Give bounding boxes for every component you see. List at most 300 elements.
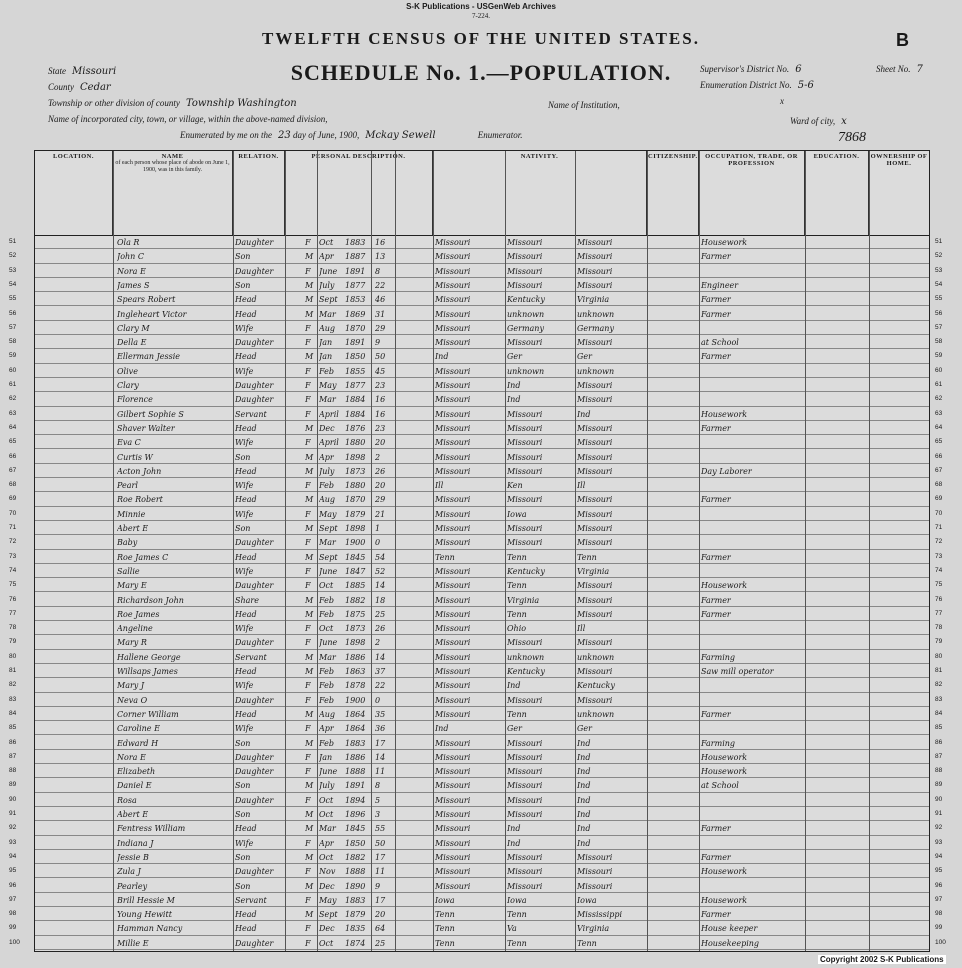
cell-rel: Son bbox=[235, 452, 251, 462]
line-number-right: 71 bbox=[935, 524, 943, 531]
table-row bbox=[9, 764, 943, 778]
table-row bbox=[9, 621, 943, 635]
cell-occ: Farmer bbox=[701, 252, 731, 262]
cell-age: 50 bbox=[375, 352, 386, 362]
cell-name: Nora E bbox=[117, 266, 146, 276]
cell-rel: Head bbox=[235, 709, 257, 719]
cell-age: 2 bbox=[375, 638, 381, 648]
cell-rel: Head bbox=[235, 667, 257, 676]
cell-occ: Day Laborer bbox=[701, 466, 752, 476]
cell-name: Angeline bbox=[117, 624, 153, 634]
cell-father: Tenn bbox=[507, 910, 527, 920]
cell-occ: Housework bbox=[701, 867, 748, 877]
cell-age: 17 bbox=[375, 895, 386, 905]
cell-age: 55 bbox=[375, 824, 386, 834]
cell-mo: Dec bbox=[319, 924, 335, 934]
cell-name: Abert E bbox=[117, 524, 149, 533]
line-number: 53 bbox=[9, 266, 17, 274]
line-number: 54 bbox=[9, 280, 17, 288]
table-row bbox=[9, 550, 943, 564]
cell-name: Rosa bbox=[117, 795, 137, 805]
cell-rel: Son bbox=[235, 781, 251, 791]
cell-yr: 1874 bbox=[345, 938, 366, 948]
cell-yr: 1845 bbox=[345, 552, 366, 562]
table-row bbox=[9, 821, 943, 835]
cell-birth: Missouri bbox=[435, 466, 471, 476]
cell-age: 37 bbox=[375, 667, 386, 676]
cell-mother: Ind bbox=[577, 781, 591, 791]
cell-age: 2 bbox=[375, 452, 381, 462]
cell-birth: Missouri bbox=[435, 266, 471, 276]
cell-mother: unknown bbox=[577, 366, 615, 376]
cell-yr: 1863 bbox=[345, 667, 366, 676]
cell-mo: Sept bbox=[319, 295, 338, 305]
cell-birth: Missouri bbox=[435, 581, 471, 591]
cell-mo: Sept bbox=[319, 524, 338, 533]
supervisor-field: Supervisor's District No. 6 bbox=[700, 64, 802, 75]
line-number: 58 bbox=[9, 338, 17, 346]
cell-father: Missouri bbox=[507, 466, 543, 476]
cell-birth: Missouri bbox=[435, 566, 471, 576]
line-number-right: 51 bbox=[935, 238, 943, 245]
cell-birth: Ind bbox=[435, 352, 449, 362]
cell-occ: Farming bbox=[701, 738, 736, 748]
cell-birth: Iowa bbox=[435, 895, 455, 905]
cell-yr: 1898 bbox=[345, 452, 366, 462]
line-number: 92 bbox=[9, 824, 17, 832]
line-number-right: 53 bbox=[935, 266, 943, 274]
cell-sex: M bbox=[305, 881, 314, 891]
cell-name: Jessie B bbox=[117, 852, 149, 862]
table-row bbox=[9, 235, 943, 249]
line-number: 64 bbox=[9, 423, 17, 431]
cell-mo: Aug bbox=[319, 495, 336, 505]
cell-yr: 1879 bbox=[345, 910, 366, 920]
cell-name: Florence bbox=[117, 395, 153, 405]
line-number: 60 bbox=[9, 366, 17, 374]
cell-yr: 1900 bbox=[345, 538, 366, 548]
line-number: 93 bbox=[9, 838, 17, 846]
institution-mark: x bbox=[780, 96, 784, 106]
cell-father: Missouri bbox=[507, 752, 543, 762]
cell-age: 29 bbox=[375, 495, 386, 505]
line-number: 66 bbox=[9, 452, 17, 460]
line-number-right: 93 bbox=[935, 838, 943, 846]
cell-father: Missouri bbox=[507, 881, 543, 891]
cell-yr: 1882 bbox=[345, 595, 366, 605]
cell-birth: Missouri bbox=[435, 824, 471, 834]
cell-mother: Missouri bbox=[577, 495, 613, 505]
cell-sex: F bbox=[305, 338, 311, 348]
cell-mother: Germany bbox=[577, 323, 614, 333]
cell-rel: Daughter bbox=[235, 938, 274, 948]
cell-rel: Daughter bbox=[235, 867, 274, 877]
cell-name: Acton John bbox=[117, 466, 162, 476]
table-row bbox=[9, 650, 943, 664]
cell-birth: Tenn bbox=[435, 910, 455, 920]
column-divider bbox=[433, 151, 434, 951]
line-number-right: 72 bbox=[935, 538, 943, 546]
cell-father: Missouri bbox=[507, 252, 543, 262]
cell-rel: Wife bbox=[235, 724, 254, 734]
cell-yr: 1878 bbox=[345, 681, 366, 691]
line-number: 96 bbox=[9, 881, 17, 889]
cell-age: 45 bbox=[375, 366, 386, 376]
cell-yr: 1891 bbox=[345, 266, 366, 276]
cell-father: Ind bbox=[507, 381, 521, 390]
line-number-right: 95 bbox=[935, 867, 943, 875]
line-number: 84 bbox=[9, 709, 17, 717]
table-row bbox=[9, 278, 943, 292]
cell-age: 26 bbox=[375, 624, 386, 634]
line-number: 74 bbox=[9, 566, 17, 574]
cell-mother: Ind bbox=[577, 810, 591, 819]
cell-birth: Missouri bbox=[435, 381, 471, 390]
table-row bbox=[9, 264, 943, 278]
cell-father: Missouri bbox=[507, 423, 543, 433]
cell-yr: 1884 bbox=[345, 395, 366, 405]
cell-rel: Head bbox=[235, 924, 257, 934]
column-divider bbox=[805, 151, 806, 951]
cell-age: 22 bbox=[375, 280, 386, 290]
institution-field: Name of Institution, bbox=[548, 100, 620, 110]
cell-occ: Farmer bbox=[701, 852, 731, 862]
cell-birth: Tenn bbox=[435, 552, 455, 562]
cell-age: 20 bbox=[375, 438, 386, 448]
township-field: Township or other division of county Township Washington bbox=[48, 98, 297, 109]
cell-mother: Ger bbox=[577, 352, 592, 362]
cell-mo: April bbox=[319, 409, 339, 419]
line-number-right: 56 bbox=[935, 309, 943, 317]
line-number-right: 96 bbox=[935, 881, 943, 889]
cell-father: Tenn bbox=[507, 552, 527, 562]
table-row bbox=[9, 321, 943, 335]
header-citizenship: CITIZENSHIP. bbox=[647, 151, 699, 235]
cell-father: Missouri bbox=[507, 266, 543, 276]
cell-sex: F bbox=[305, 238, 311, 247]
table-row bbox=[9, 736, 943, 750]
cell-father: Missouri bbox=[507, 781, 543, 791]
census-table bbox=[9, 150, 946, 952]
cell-mother: Tenn bbox=[577, 552, 597, 562]
cell-birth: Missouri bbox=[435, 709, 471, 719]
cell-age: 17 bbox=[375, 738, 386, 748]
cell-mo: Oct bbox=[319, 938, 334, 948]
cell-name: Sallie bbox=[117, 566, 140, 576]
cell-father: Ind bbox=[507, 395, 521, 405]
cell-father: Ind bbox=[507, 838, 521, 848]
line-number-right: 92 bbox=[935, 824, 943, 832]
cell-mother: Missouri bbox=[577, 538, 613, 548]
table-row bbox=[9, 635, 943, 649]
cell-occ: House keeper bbox=[701, 924, 758, 934]
cell-name: Millie E bbox=[117, 938, 149, 948]
form-number: 7-224. bbox=[471, 12, 491, 20]
cell-yr: 1873 bbox=[345, 624, 366, 634]
cell-mother: unknown bbox=[577, 309, 615, 319]
line-number: 70 bbox=[9, 509, 17, 517]
cell-birth: Missouri bbox=[435, 695, 471, 705]
line-number-right: 57 bbox=[935, 323, 943, 331]
line-number: 63 bbox=[9, 409, 17, 417]
table-row bbox=[9, 450, 943, 464]
cell-birth: Tenn bbox=[435, 924, 455, 934]
cell-mother: Kentucky bbox=[577, 681, 615, 691]
cell-father: Kentucky bbox=[507, 667, 545, 676]
cell-mo: Jan bbox=[319, 352, 333, 362]
cell-occ: Farmer bbox=[701, 423, 731, 433]
cell-father: Missouri bbox=[507, 238, 543, 247]
cell-father: Missouri bbox=[507, 495, 543, 505]
cell-name: Roe James C bbox=[117, 552, 169, 562]
line-number-right: 52 bbox=[935, 252, 943, 260]
table-row bbox=[9, 607, 943, 621]
cell-sex: F bbox=[305, 681, 311, 691]
table-row bbox=[9, 879, 943, 893]
cell-rel: Daughter bbox=[235, 695, 274, 705]
cell-mo: Aug bbox=[319, 709, 336, 719]
line-number-right: 58 bbox=[935, 338, 943, 346]
cell-mother: Missouri bbox=[577, 423, 613, 433]
cell-yr: 1890 bbox=[345, 881, 366, 891]
cell-age: 46 bbox=[375, 295, 386, 305]
header-personal: PERSONAL DESCRIPTION. bbox=[285, 151, 433, 235]
line-number: 65 bbox=[9, 438, 17, 446]
cell-mother: Mississippi bbox=[577, 910, 623, 920]
cell-age: 52 bbox=[375, 566, 386, 576]
census-title: TWELFTH CENSUS OF THE UNITED STATES. bbox=[262, 29, 700, 48]
column-divider bbox=[699, 151, 700, 951]
column-divider bbox=[113, 151, 114, 951]
cell-father: Germany bbox=[507, 323, 544, 333]
cell-occ: Farmer bbox=[701, 495, 731, 505]
cell-yr: 1886 bbox=[345, 652, 366, 662]
table-row bbox=[9, 292, 943, 306]
cell-mo: Apr bbox=[319, 838, 334, 848]
cell-mo: Mar bbox=[319, 652, 336, 662]
line-number: 57 bbox=[9, 323, 17, 331]
cell-birth: Missouri bbox=[435, 881, 471, 891]
line-number: 99 bbox=[9, 924, 17, 932]
line-number: 87 bbox=[9, 752, 17, 760]
cell-sex: M bbox=[305, 352, 314, 362]
table-row bbox=[9, 307, 943, 321]
cell-mo: June bbox=[319, 266, 338, 276]
enumerated-field: Enumerated by me on the 23 day of June, 1900, Mckay Sewell Enumerator. bbox=[180, 130, 523, 141]
cell-name: Hallene George bbox=[117, 652, 181, 662]
cell-sex: M bbox=[305, 309, 314, 319]
cell-occ: Engineer bbox=[701, 280, 739, 290]
cell-mother: unknown bbox=[577, 709, 615, 719]
cell-yr: 1845 bbox=[345, 824, 366, 834]
cell-age: 9 bbox=[375, 881, 381, 891]
cell-rel: Head bbox=[235, 466, 257, 476]
cell-age: 18 bbox=[375, 595, 386, 605]
cell-sex: F bbox=[305, 938, 311, 948]
cell-mo: June bbox=[319, 767, 338, 777]
cell-father: Missouri bbox=[507, 280, 543, 290]
line-number-right: 66 bbox=[935, 452, 943, 460]
cell-occ: Housekeeping bbox=[701, 938, 760, 948]
line-number: 76 bbox=[9, 595, 17, 603]
cell-birth: Ill bbox=[435, 481, 444, 491]
cell-occ: Farmer bbox=[701, 352, 731, 362]
cell-yr: 1883 bbox=[345, 738, 366, 748]
cell-name: Curtis W bbox=[117, 452, 153, 462]
cell-mo: Feb bbox=[319, 595, 334, 605]
cell-birth: Missouri bbox=[435, 538, 471, 548]
column-divider bbox=[285, 151, 286, 951]
cell-father: Missouri bbox=[507, 524, 543, 533]
cell-sex: F bbox=[305, 895, 311, 905]
cell-sex: F bbox=[305, 381, 311, 390]
cell-age: 31 bbox=[375, 309, 386, 319]
cell-sex: F bbox=[305, 838, 311, 848]
cell-mother: Missouri bbox=[577, 238, 613, 247]
cell-sex: M bbox=[305, 552, 314, 562]
cell-age: 25 bbox=[375, 938, 386, 948]
cell-father: Missouri bbox=[507, 695, 543, 705]
cell-age: 25 bbox=[375, 609, 386, 619]
cell-sex: F bbox=[305, 767, 311, 777]
cell-birth: Missouri bbox=[435, 280, 471, 290]
cell-rel: Son bbox=[235, 852, 251, 862]
line-number-right: 81 bbox=[935, 667, 943, 674]
cell-age: 29 bbox=[375, 323, 386, 333]
cell-occ: Farmer bbox=[701, 309, 731, 319]
cell-sex: F bbox=[305, 867, 311, 877]
table-row bbox=[9, 364, 943, 378]
cell-age: 21 bbox=[375, 509, 386, 519]
cell-rel: Daughter bbox=[235, 238, 274, 247]
cell-yr: 1898 bbox=[345, 524, 366, 533]
cell-rel: Daughter bbox=[235, 266, 274, 276]
line-number-right: 69 bbox=[935, 495, 943, 503]
table-row bbox=[9, 435, 943, 449]
cell-sex: F bbox=[305, 724, 311, 734]
cell-mo: Jan bbox=[319, 338, 333, 348]
cell-yr: 1888 bbox=[345, 867, 366, 877]
table-row bbox=[9, 349, 943, 363]
cell-mo: July bbox=[319, 466, 335, 476]
cell-age: 23 bbox=[375, 423, 386, 433]
cell-name: Eva C bbox=[117, 438, 141, 448]
cell-birth: Missouri bbox=[435, 638, 471, 648]
cell-sex: M bbox=[305, 824, 314, 834]
cell-sex: F bbox=[305, 366, 311, 376]
cell-rel: Wife bbox=[235, 681, 254, 691]
cell-yr: 1887 bbox=[345, 252, 366, 262]
cell-age: 20 bbox=[375, 910, 386, 920]
cell-yr: 1900 bbox=[345, 695, 366, 705]
cell-sex: M bbox=[305, 781, 314, 791]
cell-rel: Head bbox=[235, 495, 257, 505]
cell-yr: 1876 bbox=[345, 423, 366, 433]
cell-father: Kentucky bbox=[507, 566, 545, 576]
cell-yr: 1855 bbox=[345, 366, 366, 376]
cell-mother: Ind bbox=[577, 409, 591, 419]
cell-yr: 1896 bbox=[345, 810, 366, 819]
line-number: 77 bbox=[9, 609, 17, 617]
table-row bbox=[9, 678, 943, 692]
table-row bbox=[9, 836, 943, 850]
enumeration-field: Enumeration District No. 5-6 bbox=[700, 80, 814, 91]
cell-occ: Farmer bbox=[701, 295, 731, 305]
table-row bbox=[9, 778, 943, 792]
table-row bbox=[9, 478, 943, 492]
cell-age: 5 bbox=[375, 795, 381, 805]
column-divider bbox=[575, 151, 576, 951]
cell-age: 0 bbox=[375, 538, 381, 548]
cell-mother: Missouri bbox=[577, 452, 613, 462]
cell-sex: F bbox=[305, 323, 311, 333]
table-row bbox=[9, 721, 943, 735]
cell-birth: Missouri bbox=[435, 438, 471, 448]
cell-mo: Oct bbox=[319, 810, 334, 819]
cell-yr: 1879 bbox=[345, 509, 366, 519]
line-number-right: 89 bbox=[935, 781, 943, 789]
cell-sex: F bbox=[305, 624, 311, 634]
line-number: 69 bbox=[9, 495, 17, 503]
line-number-right: 100 bbox=[935, 938, 946, 946]
cell-sex: M bbox=[305, 667, 314, 676]
cell-yr: 1875 bbox=[345, 609, 366, 619]
line-number-right: 73 bbox=[935, 552, 943, 560]
cell-age: 16 bbox=[375, 409, 386, 419]
cell-sex: M bbox=[305, 423, 314, 433]
line-number: 94 bbox=[9, 852, 17, 860]
cell-mo: Apr bbox=[319, 252, 334, 262]
cell-father: Missouri bbox=[507, 538, 543, 548]
table-row bbox=[9, 421, 943, 435]
cell-rel: Son bbox=[235, 738, 251, 748]
cell-sex: M bbox=[305, 810, 314, 819]
cell-birth: Missouri bbox=[435, 767, 471, 777]
cell-rel: Daughter bbox=[235, 538, 274, 548]
cell-mother: Missouri bbox=[577, 252, 613, 262]
line-number-right: 59 bbox=[935, 352, 943, 360]
cell-sex: F bbox=[305, 638, 311, 648]
line-number-right: 62 bbox=[935, 395, 943, 403]
cell-mother: Ind bbox=[577, 767, 591, 777]
cell-mo: Mar bbox=[319, 824, 336, 834]
cell-rel: Wife bbox=[235, 509, 254, 519]
cell-rel: Head bbox=[235, 352, 257, 362]
cell-birth: Missouri bbox=[435, 452, 471, 462]
cell-occ: at School bbox=[701, 338, 739, 348]
cell-father: Tenn bbox=[507, 938, 527, 948]
cell-name: Ellerman Jessie bbox=[117, 352, 181, 362]
table-row bbox=[9, 392, 943, 406]
cell-mother: Missouri bbox=[577, 524, 613, 533]
cell-mo: May bbox=[319, 895, 337, 905]
cell-age: 26 bbox=[375, 466, 386, 476]
line-number: 73 bbox=[9, 552, 17, 560]
line-number: 80 bbox=[9, 652, 17, 660]
line-number-right: 79 bbox=[935, 638, 943, 646]
cell-yr: 1850 bbox=[345, 352, 366, 362]
cell-name: Edward H bbox=[117, 738, 159, 748]
cell-sex: M bbox=[305, 852, 314, 862]
table-row bbox=[9, 921, 943, 935]
cell-yr: 1847 bbox=[345, 566, 366, 576]
cell-rel: Servant bbox=[235, 652, 267, 662]
cell-name: Olive bbox=[117, 366, 138, 376]
line-number-right: 64 bbox=[935, 423, 943, 431]
cell-mother: Missouri bbox=[577, 381, 613, 390]
cell-mo: Mar bbox=[319, 309, 336, 319]
cell-rel: Wife bbox=[235, 481, 254, 491]
